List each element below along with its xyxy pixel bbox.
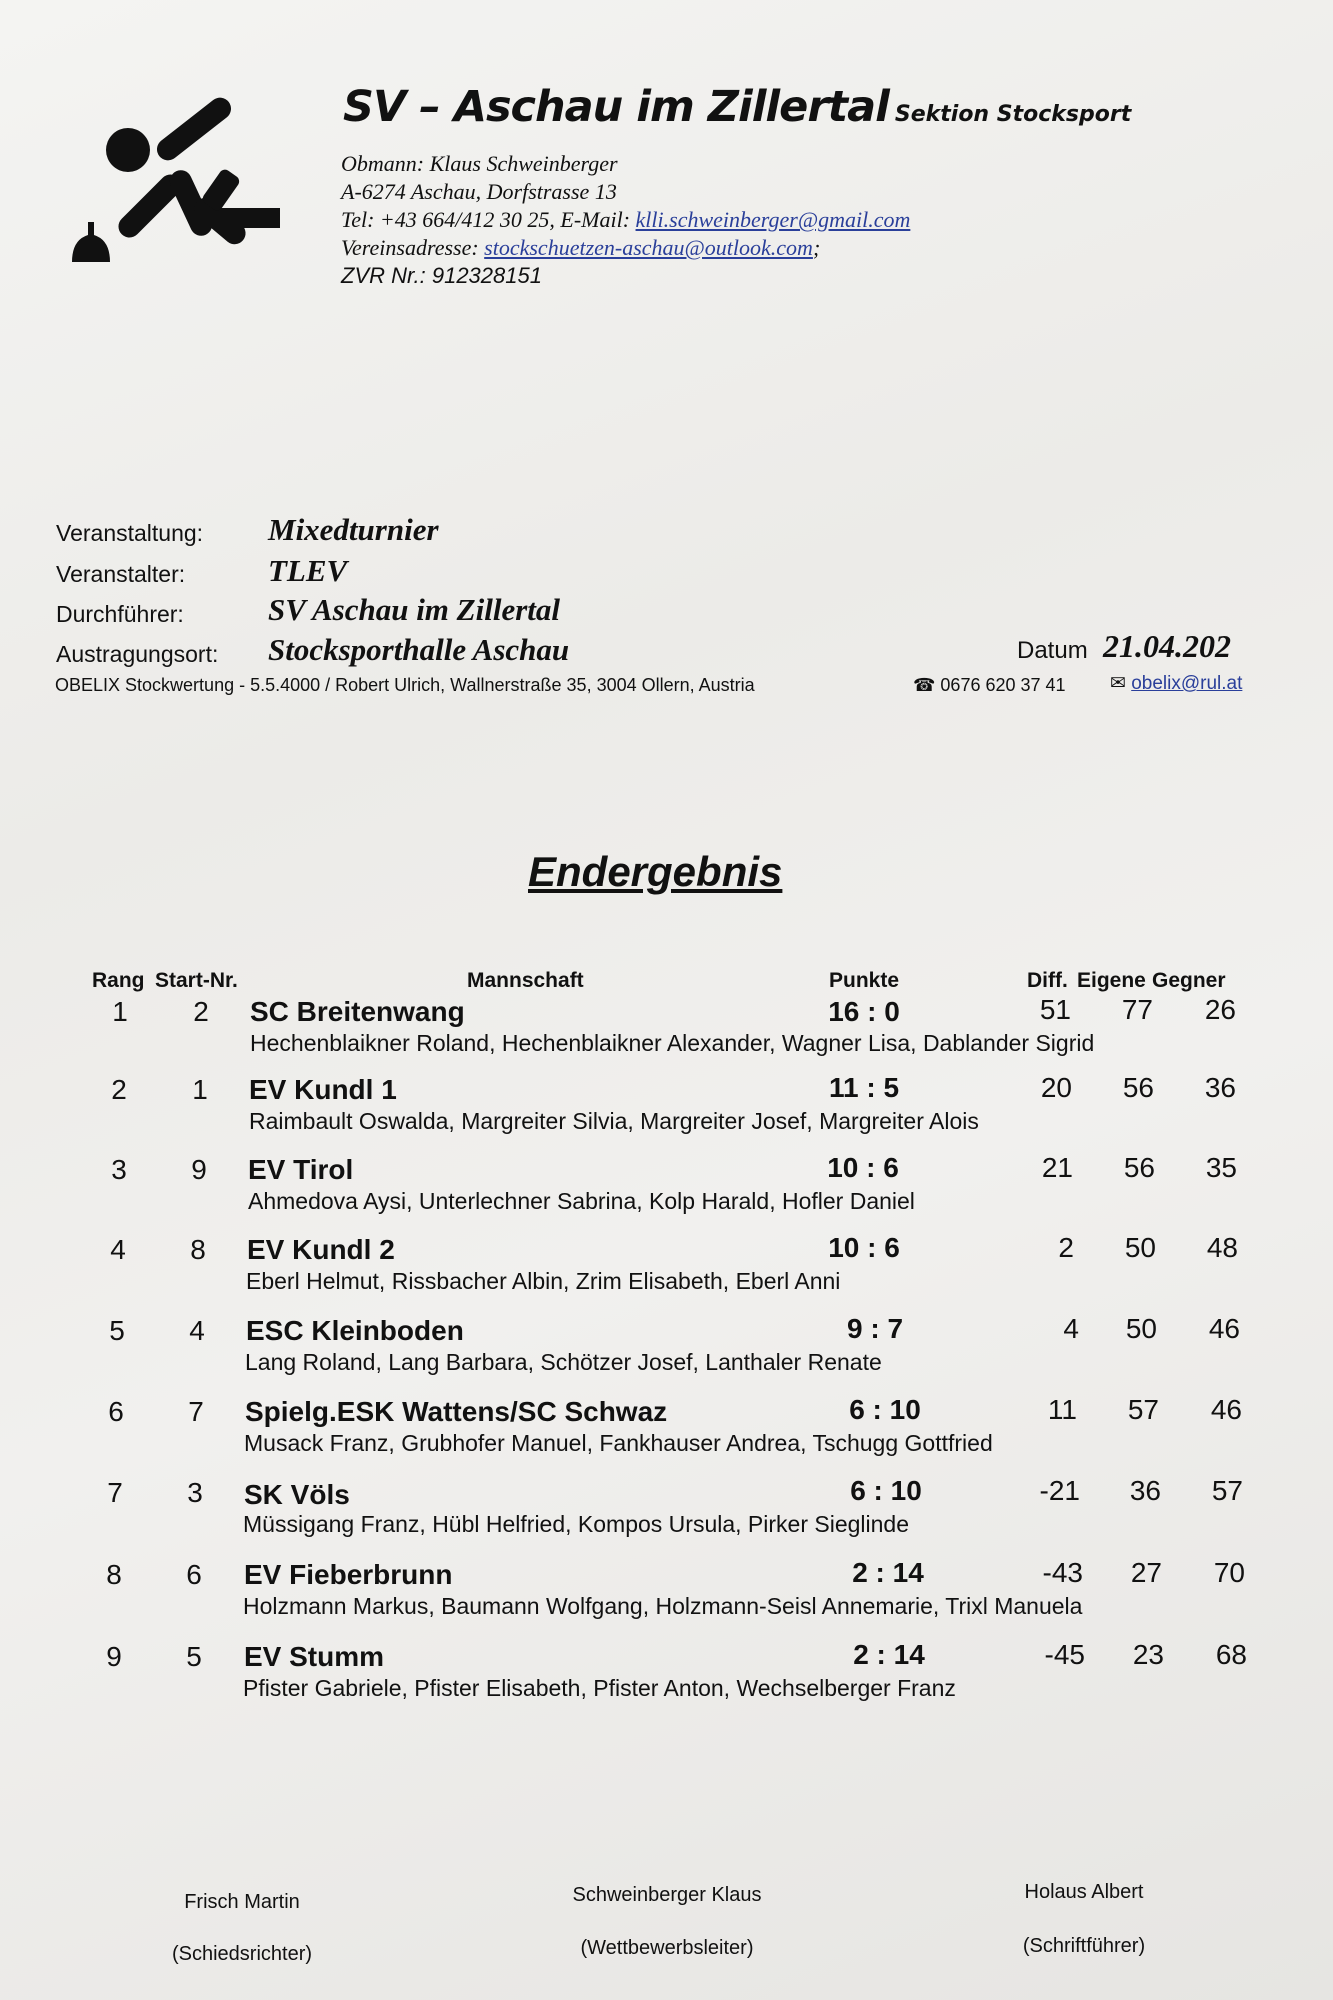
row-rank: 9 [106, 1641, 122, 1672]
row-diff: 11 [1047, 1394, 1077, 1425]
datum-value: 21.04.202 [1103, 628, 1231, 664]
phone-icon: ☎ [913, 675, 941, 695]
header-eigene: Eigene [1077, 969, 1146, 992]
row-diff: 4 [1063, 1313, 1079, 1344]
row-eigene: 36 [1129, 1475, 1161, 1506]
vereins-email-link[interactable]: stockschuetzen-aschau@outlook.com [484, 235, 813, 260]
row-players: Müssigang Franz, Hübl Helfried, Kompos Ursula, Pirker Sieglinde [243, 1511, 910, 1537]
row-points: 11 : 5 [828, 1072, 900, 1103]
vereins-line: Vereinsadresse: stockschuetzen-aschau@outlook.com; [341, 235, 821, 260]
row-gegner: 36 [1204, 1072, 1236, 1103]
row-eigene: 56 [1123, 1152, 1155, 1183]
row-rank: 2 [111, 1074, 127, 1105]
club-title: SV – Aschau im Zillertal Sektion Stocksport [343, 82, 1132, 132]
obmann-email-link[interactable]: klli.schweinberger@gmail.com [635, 207, 911, 232]
row-diff: 21 [1041, 1152, 1073, 1183]
row-diff: -43 [1042, 1557, 1083, 1588]
row-eigene: 77 [1121, 994, 1153, 1025]
row-team: EV Kundl 2 [247, 1234, 395, 1265]
header-rang: Rang [92, 969, 145, 992]
durchfuehrer-label: Durchführer: [56, 601, 184, 627]
row-points: 6 : 10 [850, 1475, 922, 1506]
row-team: SK Völs [244, 1479, 350, 1510]
header-punkte: Punkte [829, 969, 900, 992]
row-rank: 1 [112, 996, 128, 1027]
header-start: Start-Nr. [155, 969, 238, 992]
contact-email-link[interactable]: obelix@rul.at [1131, 673, 1243, 694]
phone-line: ☎ 0676 620 37 41 [913, 675, 1066, 695]
row-players: Raimbault Oswalda, Margreiter Silvia, Margreiter Josef, Margreiter Alois [249, 1108, 979, 1134]
result-row [0, 1473, 1333, 1553]
row-start-nr: 6 [186, 1559, 202, 1590]
zvr-line: ZVR Nr.: 912328151 [341, 263, 542, 288]
row-start-nr: 5 [186, 1641, 202, 1672]
row-players: Holzmann Markus, Baumann Wolfgang, Holzmann-Seisl Annemarie, Trixl Manuela [243, 1593, 1083, 1619]
row-diff: 2 [1058, 1232, 1074, 1263]
result-row [0, 1230, 1333, 1310]
row-eigene: 50 [1125, 1313, 1157, 1344]
row-rank: 5 [109, 1315, 125, 1346]
row-diff: 51 [1039, 994, 1071, 1025]
row-start-nr: 8 [190, 1234, 206, 1265]
row-start-nr: 9 [191, 1154, 207, 1185]
row-gegner: 57 [1211, 1475, 1243, 1506]
signature-name: Frisch Martin [184, 1891, 300, 1913]
row-diff: -45 [1044, 1639, 1085, 1670]
row-gegner: 46 [1210, 1394, 1242, 1425]
row-gegner: 26 [1204, 994, 1236, 1025]
contact-email-line [1110, 672, 1242, 695]
row-points: 9 : 7 [846, 1313, 904, 1344]
row-start-nr: 7 [188, 1396, 204, 1427]
row-team: EV Fieberbrunn [244, 1559, 453, 1590]
row-team: EV Kundl 1 [249, 1074, 397, 1105]
signature-name: Holaus Albert [1024, 1881, 1144, 1903]
row-diff: -21 [1039, 1475, 1080, 1506]
row-points: 2 : 14 [852, 1557, 924, 1588]
signature-role: (Wettbewerbsleiter) [580, 1937, 754, 1959]
veranstaltung-label: Veranstaltung: [56, 520, 204, 546]
row-rank: 3 [111, 1154, 127, 1185]
row-eigene: 56 [1122, 1072, 1154, 1103]
row-players: Musack Franz, Grubhofer Manuel, Fankhauser Andrea, Tschugg Gottfried [244, 1430, 993, 1456]
row-start-nr: 4 [189, 1315, 205, 1346]
address-line: A-6274 Aschau, Dorfstrasse 13 [341, 179, 617, 204]
row-points: 10 : 6 [827, 1152, 899, 1183]
row-points: 2 : 14 [853, 1639, 925, 1670]
contact-line: Tel: +43 664/412 30 25, E-Mail: klli.schweinberger@gmail.com [341, 207, 911, 232]
veranstalter-value: TLEV [268, 553, 348, 588]
club-address-block [341, 150, 910, 290]
row-rank: 7 [107, 1477, 123, 1508]
header-gegner: Gegner [1152, 969, 1226, 992]
result-row [0, 990, 1333, 1070]
row-eigene: 27 [1130, 1557, 1162, 1588]
header-mannschaft: Mannschaft [467, 969, 584, 992]
row-players: Eberl Helmut, Rissbacher Albin, Zrim Elisabeth, Eberl Anni [246, 1268, 841, 1294]
result-row [0, 1070, 1333, 1150]
row-start-nr: 3 [187, 1477, 203, 1508]
result-row [0, 1392, 1333, 1472]
row-players: Hechenblaikner Roland, Hechenblaikner Alexander, Wagner Lisa, Dablander Sigrid [250, 1030, 1095, 1056]
row-team: SC Breitenwang [250, 996, 465, 1027]
row-players: Ahmedova Aysi, Unterlechner Sabrina, Kolp Harald, Hofler Daniel [248, 1188, 915, 1214]
veranstalter-label: Veranstalter: [56, 561, 186, 587]
row-players: Lang Roland, Lang Barbara, Schötzer Josef, Lanthaler Renate [245, 1349, 882, 1375]
row-points: 16 : 0 [828, 996, 900, 1027]
row-points: 6 : 10 [849, 1394, 921, 1425]
row-eigene: 57 [1127, 1394, 1159, 1425]
section-label: Sektion Stocksport [894, 102, 1132, 127]
software-line: OBELIX Stockwertung - 5.5.4000 / Robert Ulrich, Wallnerstraße 35, 3004 Ollern, Austria [55, 675, 755, 695]
durchfuehrer-value: SV Aschau im Zillertal [268, 592, 560, 627]
row-team: Spielg.ESK Wattens/SC Schwaz [245, 1396, 668, 1427]
result-row [0, 1311, 1333, 1391]
row-start-nr: 1 [192, 1074, 208, 1105]
row-team: EV Tirol [248, 1154, 354, 1185]
datum-label: Datum [1017, 637, 1088, 664]
row-gegner: 70 [1213, 1557, 1245, 1588]
row-team: EV Stumm [244, 1641, 385, 1672]
signature-role: (Schiedsrichter) [171, 1943, 313, 1965]
row-gegner: 68 [1215, 1639, 1247, 1670]
row-gegner: 48 [1206, 1232, 1238, 1263]
row-rank: 6 [108, 1396, 124, 1427]
row-players: Pfister Gabriele, Pfister Elisabeth, Pfister Anton, Wechselberger Franz [243, 1675, 956, 1701]
row-rank: 4 [110, 1234, 126, 1265]
signature-name: Schweinberger Klaus [572, 1884, 762, 1906]
club-logo-icon [60, 90, 285, 280]
result-title: Endergebnis [528, 848, 783, 895]
result-row [0, 1150, 1333, 1230]
row-team: ESC Kleinboden [246, 1315, 464, 1346]
row-gegner: 46 [1208, 1313, 1240, 1344]
row-eigene: 23 [1132, 1639, 1164, 1670]
ort-value: Stocksporthalle Aschau [268, 632, 570, 667]
veranstaltung-value: Mixedturnier [268, 512, 439, 547]
obmann-line: Obmann: Klaus Schweinberger [341, 151, 618, 176]
header-diff: Diff. [1027, 969, 1068, 992]
result-row [0, 1555, 1333, 1635]
row-points: 10 : 6 [828, 1232, 900, 1263]
row-diff: 20 [1040, 1072, 1072, 1103]
row-start-nr: 2 [193, 996, 209, 1027]
result-row [0, 1637, 1333, 1717]
signature-role: (Schriftführer) [1022, 1935, 1146, 1957]
row-rank: 8 [106, 1559, 122, 1590]
ort-label: Austragungsort: [56, 641, 219, 667]
row-eigene: 50 [1124, 1232, 1156, 1263]
envelope-icon: ✉ [1110, 673, 1132, 694]
row-gegner: 35 [1205, 1152, 1237, 1183]
